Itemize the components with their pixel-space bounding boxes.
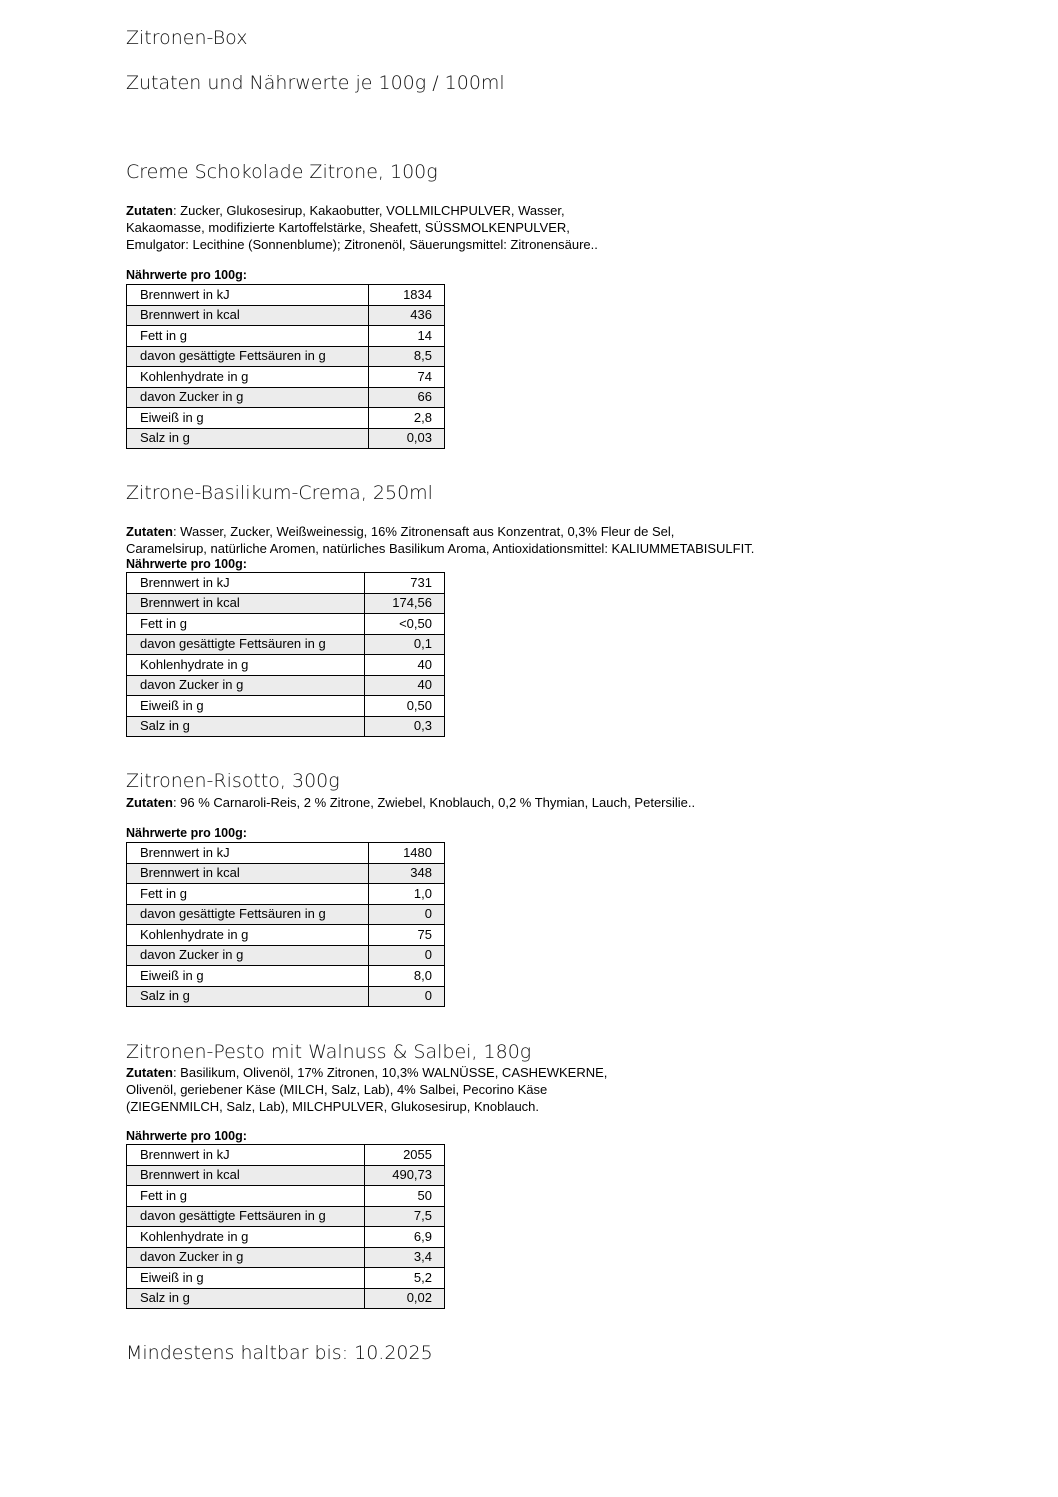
nutrition-row: [127, 1186, 445, 1207]
nutrition-row: [127, 305, 445, 326]
section-title-creme-schokolade: Creme Schokolade Zitrone, 100g: [126, 161, 438, 183]
nutrient-label: davon gesättigte Fettsäuren in g: [127, 904, 369, 925]
nutrient-value: 0,50: [365, 696, 445, 717]
nutrient-value: 1834: [369, 285, 445, 306]
nutrition-table-zitronen-pesto: [126, 1144, 445, 1309]
document-subtitle: Zutaten und Nährwerte je 100g / 100ml: [126, 72, 505, 94]
nutrition-caption: Nährwerte pro 100g:: [126, 826, 247, 840]
nutrition-row: [127, 634, 445, 655]
nutrient-value: 0,3: [365, 716, 445, 737]
ingredients-zitronen-risotto: [126, 794, 846, 811]
nutrition-row: [127, 285, 445, 306]
nutrient-label: Fett in g: [127, 1186, 365, 1207]
nutrient-value: 0,1: [365, 634, 445, 655]
nutrient-value: 66: [369, 387, 445, 408]
nutrient-value: 74: [369, 367, 445, 388]
nutrient-value: 40: [365, 675, 445, 696]
nutrient-value: 731: [365, 573, 445, 594]
nutrition-row: [127, 614, 445, 635]
nutrition-row: [127, 884, 445, 905]
nutrition-row: [127, 966, 445, 987]
nutrient-value: 0: [369, 986, 445, 1007]
nutrition-row: [127, 1165, 445, 1186]
nutrient-label: Brennwert in kJ: [127, 1145, 365, 1166]
nutrient-value: 8,0: [369, 966, 445, 987]
nutrition-row: [127, 387, 445, 408]
nutrient-label: davon gesättigte Fettsäuren in g: [127, 1206, 365, 1227]
ingredients-text: : Zucker, Glukosesirup, Kakaobutter, VOLLMILCHPULVER, Wasser, Kakaomasse, modifizierte Kartoffelstärke, Sheafett, SÜSSMOLKENPULVER, Emulgator: Lecithine (Sonnenblume); Zitronenöl, Säuerungsmittel: Zitronensäure..: [126, 203, 598, 252]
nutrient-label: Salz in g: [127, 428, 369, 449]
nutrition-row: [127, 904, 445, 925]
nutrition-row: [127, 1206, 445, 1227]
nutrient-value: 0,03: [369, 428, 445, 449]
ingredients-label: Zutaten: [126, 203, 173, 218]
nutrition-row: [127, 716, 445, 737]
nutrient-label: Brennwert in kJ: [127, 285, 369, 306]
nutrient-value: 8,5: [369, 346, 445, 367]
nutrient-label: Eiweiß in g: [127, 696, 365, 717]
nutrient-label: Kohlenhydrate in g: [127, 655, 365, 676]
ingredients-zitronen-pesto: [126, 1064, 846, 1115]
nutrient-label: Kohlenhydrate in g: [127, 367, 369, 388]
nutrient-label: Brennwert in kcal: [127, 593, 365, 614]
nutrition-row: [127, 408, 445, 429]
ingredients-text: : Wasser, Zucker, Weißweinessig, 16% Zitronensaft aus Konzentrat, 0,3% Fleur de Sel, Caramelsirup, natürliche Aromen, natürliches Basilikum Aroma, Antioxidationsmittel: KALIUMMETABISULFIT.: [126, 524, 755, 556]
nutrient-value: <0,50: [365, 614, 445, 635]
nutrient-label: Salz in g: [127, 716, 365, 737]
nutrient-value: 0: [369, 904, 445, 925]
nutrition-row: [127, 986, 445, 1007]
section-title-zitrone-basilikum: Zitrone-Basilikum-Crema, 250ml: [126, 482, 433, 504]
nutrient-value: 40: [365, 655, 445, 676]
nutrient-label: Eiweiß in g: [127, 1268, 365, 1289]
nutrition-table-creme-schokolade: [126, 284, 445, 449]
ingredients-creme-schokolade: [126, 202, 846, 253]
nutrition-caption: Nährwerte pro 100g:: [126, 268, 247, 282]
nutrient-value: 1,0: [369, 884, 445, 905]
section-title-zitronen-pesto: Zitronen-Pesto mit Walnuss & Salbei, 180g: [126, 1041, 532, 1063]
nutrition-table-zitrone-basilikum: [126, 572, 445, 737]
nutrient-value: 5,2: [365, 1268, 445, 1289]
nutrition-row: [127, 1227, 445, 1248]
nutrient-label: Fett in g: [127, 884, 369, 905]
nutrient-label: davon Zucker in g: [127, 675, 365, 696]
nutrition-row: [127, 945, 445, 966]
nutrient-value: 0: [369, 945, 445, 966]
nutrient-value: 1480: [369, 843, 445, 864]
nutrient-label: davon gesättigte Fettsäuren in g: [127, 634, 365, 655]
nutrition-row: [127, 326, 445, 347]
nutrient-label: Kohlenhydrate in g: [127, 925, 369, 946]
nutrient-label: Eiweiß in g: [127, 408, 369, 429]
nutrition-table-zitronen-risotto: [126, 842, 445, 1007]
nutrient-label: Brennwert in kcal: [127, 863, 369, 884]
nutrient-label: Brennwert in kJ: [127, 843, 369, 864]
nutrition-row: [127, 367, 445, 388]
nutrient-value: 490,73: [365, 1165, 445, 1186]
nutrient-value: 50: [365, 1186, 445, 1207]
nutrition-row: [127, 346, 445, 367]
nutrient-value: 3,4: [365, 1247, 445, 1268]
nutrient-value: 436: [369, 305, 445, 326]
document-title: Zitronen-Box: [126, 27, 248, 49]
nutrient-value: 0,02: [365, 1288, 445, 1309]
nutrition-row: [127, 655, 445, 676]
ingredients-label: Zutaten: [126, 524, 173, 539]
nutrition-row: [127, 1247, 445, 1268]
best-before-date: Mindestens haltbar bis: 10.2025: [126, 1342, 433, 1364]
nutrition-row: [127, 593, 445, 614]
nutrition-row: [127, 1145, 445, 1166]
nutrient-label: Brennwert in kcal: [127, 305, 369, 326]
nutrient-value: 348: [369, 863, 445, 884]
nutrition-row: [127, 1288, 445, 1309]
nutrient-value: 14: [369, 326, 445, 347]
nutrition-caption: Nährwerte pro 100g:: [126, 557, 247, 571]
ingredients-label: Zutaten: [126, 1065, 173, 1080]
nutrient-label: Fett in g: [127, 326, 369, 347]
nutrition-row: [127, 843, 445, 864]
nutrient-label: Brennwert in kJ: [127, 573, 365, 594]
nutrient-label: davon Zucker in g: [127, 1247, 365, 1268]
nutrition-row: [127, 428, 445, 449]
nutrition-row: [127, 1268, 445, 1289]
nutrient-label: Brennwert in kcal: [127, 1165, 365, 1186]
nutrient-value: 75: [369, 925, 445, 946]
nutrient-label: Fett in g: [127, 614, 365, 635]
ingredients-zitrone-basilikum: [126, 523, 886, 557]
nutrition-row: [127, 675, 445, 696]
nutrient-value: 174,56: [365, 593, 445, 614]
section-title-zitronen-risotto: Zitronen-Risotto, 300g: [126, 770, 340, 792]
ingredients-label: Zutaten: [126, 795, 173, 810]
nutrient-value: 2,8: [369, 408, 445, 429]
nutrition-row: [127, 863, 445, 884]
nutrient-value: 2055: [365, 1145, 445, 1166]
nutrient-label: davon Zucker in g: [127, 387, 369, 408]
nutrition-row: [127, 925, 445, 946]
ingredients-text: : Basilikum, Olivenöl, 17% Zitronen, 10,3% WALNÜSSE, CASHEWKERNE, Olivenöl, geriebener Käse (MILCH, Salz, Lab), 4% Salbei, Pecorino Käse (ZIEGENMILCH, Salz, Lab), MILCHPULVER, Glukosesirup, Knoblauch.: [126, 1065, 608, 1114]
nutrition-caption: Nährwerte pro 100g:: [126, 1129, 247, 1143]
ingredients-text: : 96 % Carnaroli-Reis, 2 % Zitrone, Zwiebel, Knoblauch, 0,2 % Thymian, Lauch, Petersilie..: [172, 795, 696, 810]
nutrition-row: [127, 696, 445, 717]
nutrient-label: davon gesättigte Fettsäuren in g: [127, 346, 369, 367]
nutrition-row: [127, 573, 445, 594]
nutrient-label: Salz in g: [127, 1288, 365, 1309]
nutrient-label: Eiweiß in g: [127, 966, 369, 987]
nutrient-value: 6,9: [365, 1227, 445, 1248]
nutrient-label: Salz in g: [127, 986, 369, 1007]
nutrient-value: 7,5: [365, 1206, 445, 1227]
nutrient-label: Kohlenhydrate in g: [127, 1227, 365, 1248]
nutrient-label: davon Zucker in g: [127, 945, 369, 966]
